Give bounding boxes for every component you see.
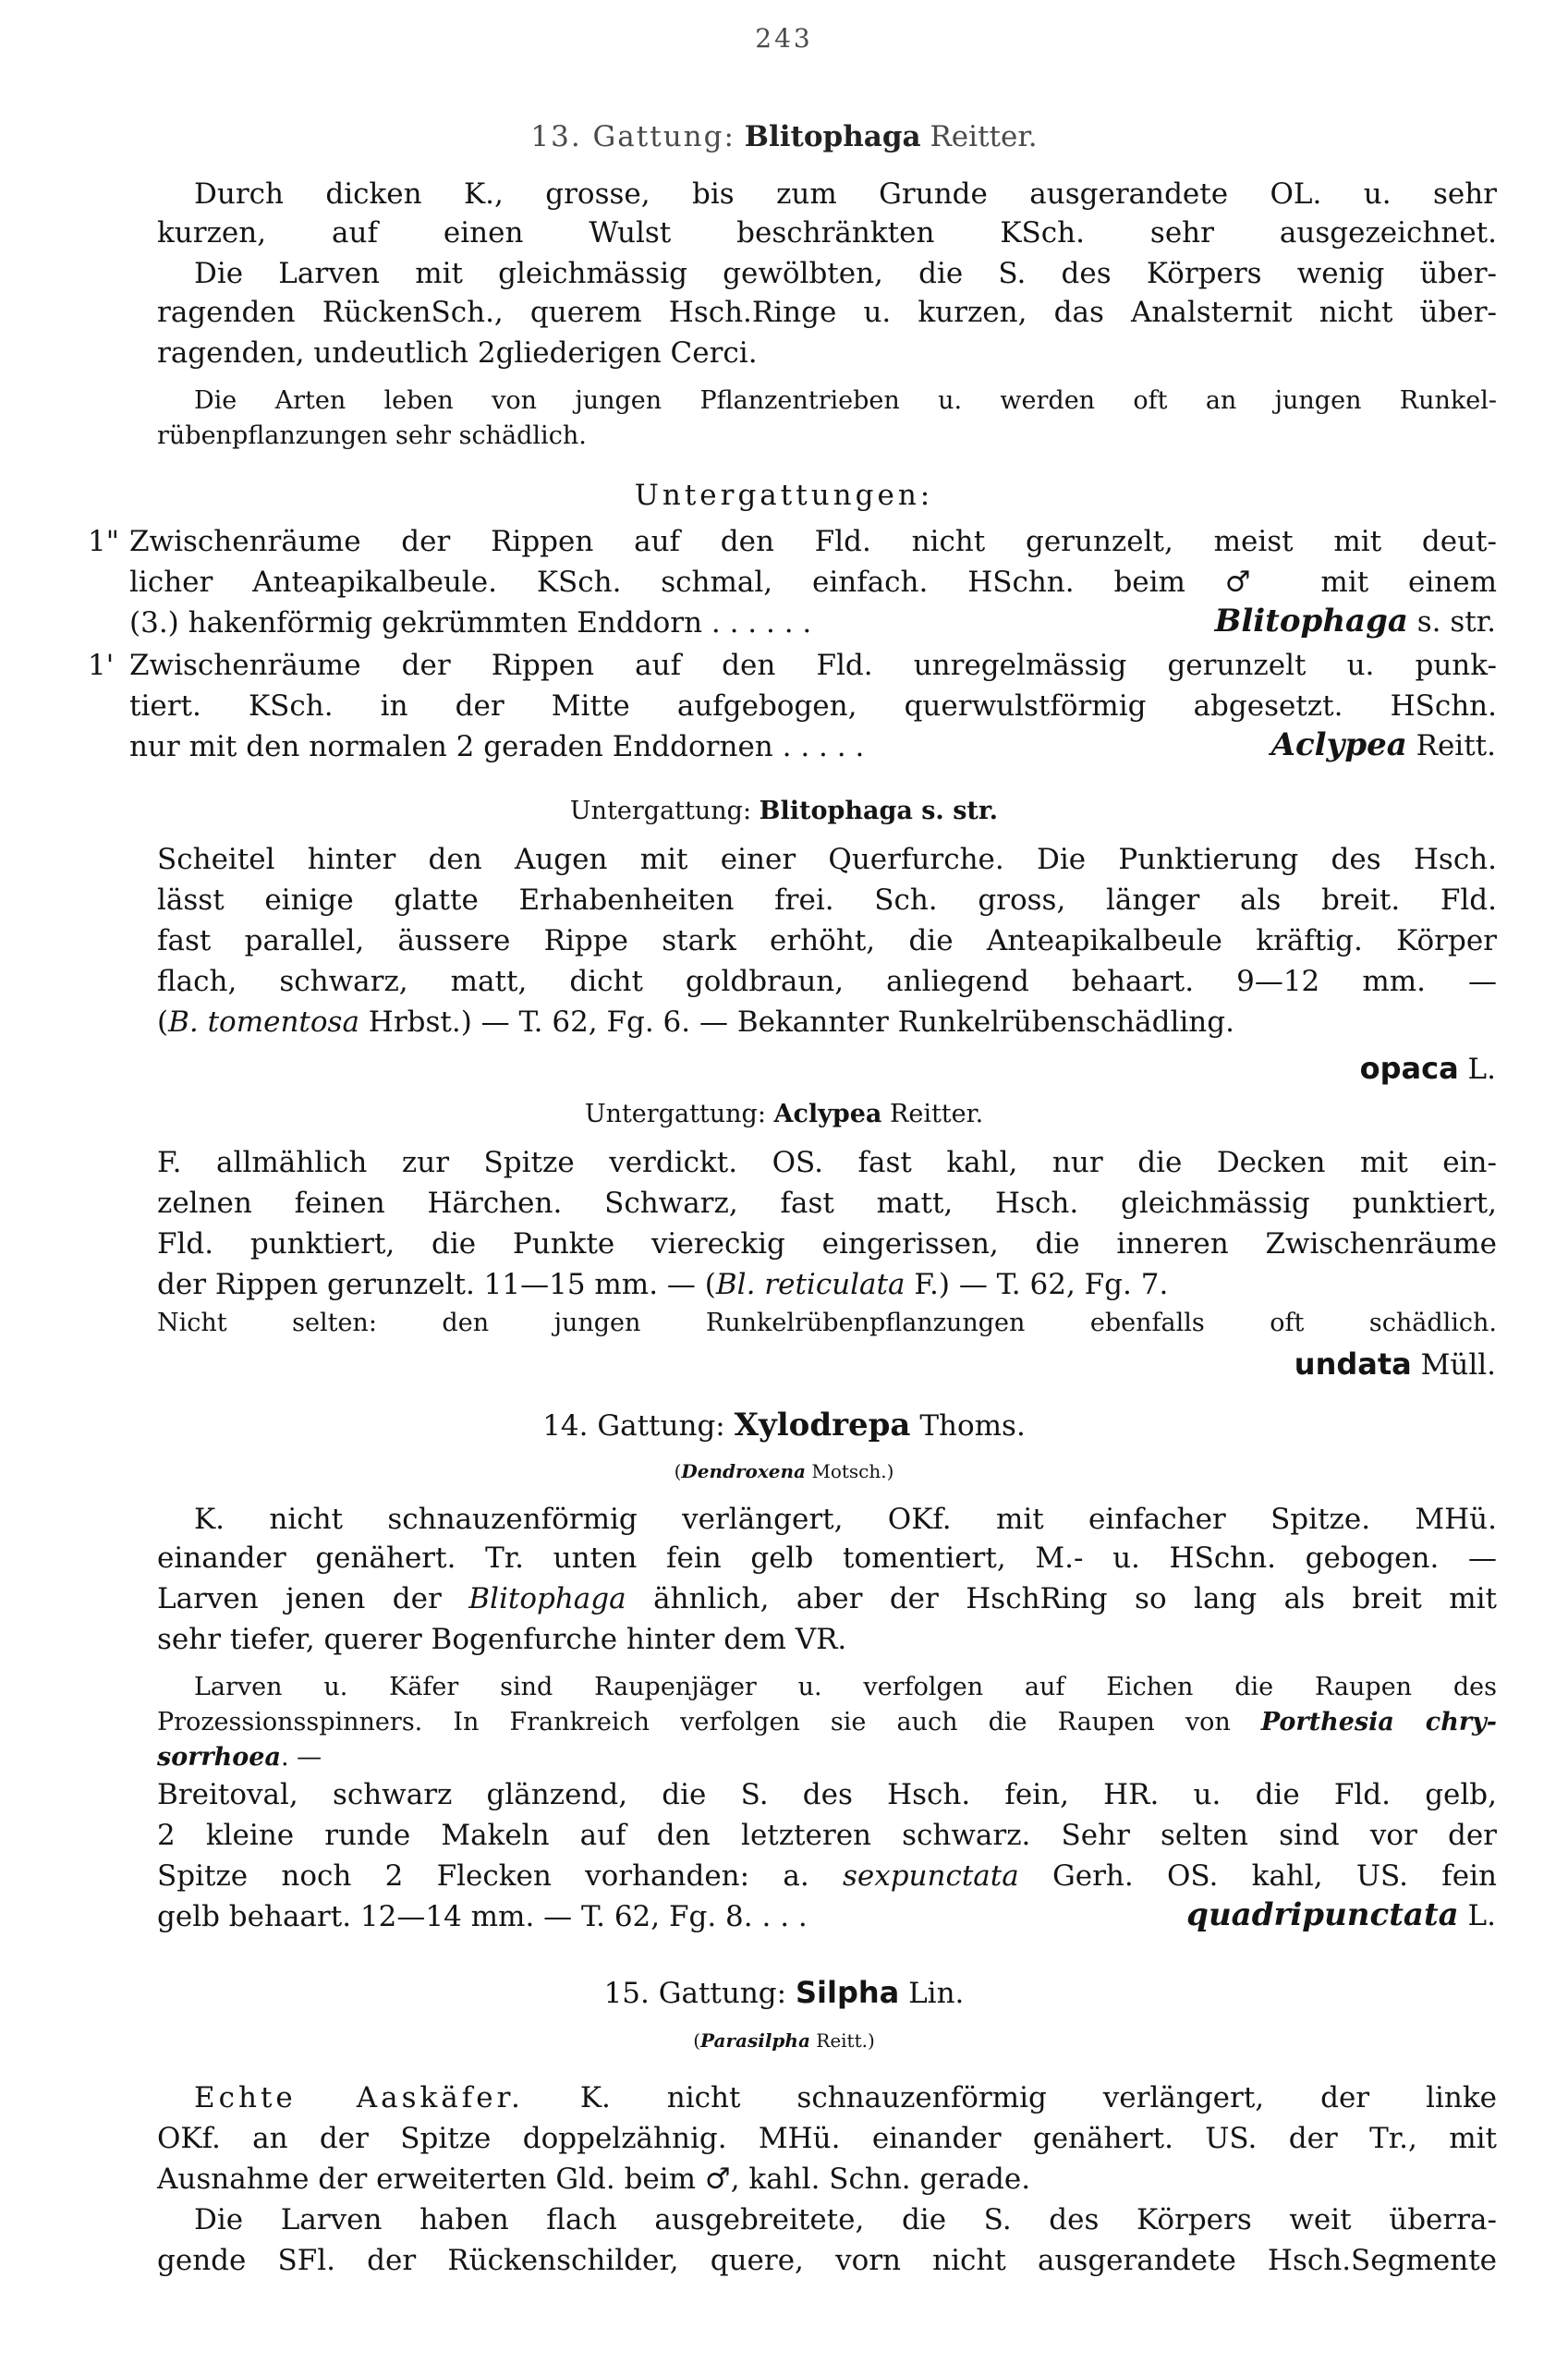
text-part: ähnlich, aber der HschRing so lang als breit mit	[653, 1582, 1497, 1615]
text-line: Ausnahme der erweiterten Gld. beim ♂, kahl. Schn. gerade.	[157, 2163, 1031, 2196]
synonym-rest: Hrbst.) — T. 62, Fg. 6. — Bekannter Runkelrübenschädling.	[368, 1005, 1234, 1039]
key-result	[1271, 726, 1496, 764]
page-number: 243	[755, 23, 813, 54]
taxon: sorrhoea	[157, 1743, 281, 1772]
subgenus-heading	[0, 1096, 1568, 1133]
subgenus-label: Untergattung:	[584, 1100, 766, 1128]
text-line: Die Larven haben flach ausgebreitete, die S. des Körpers weit überra-	[194, 2203, 1497, 2236]
text-line: Nicht selten: den jungen Runkelrübenpflanzungen ebenfalls oft schädlich.	[157, 1309, 1497, 1337]
species-name	[1360, 1050, 1496, 1088]
key-line: (3.) hakenförmig gekrümmten Enddorn . . . . . .	[129, 606, 812, 640]
synonym-taxon: Parasilpha	[700, 2029, 810, 2052]
text-line: Breitoval, schwarz glänzend, die S. des Hsch. fein, HR. u. die Fld. gelb,	[157, 1778, 1497, 1811]
synonym-taxon: Dendroxena	[681, 1460, 806, 1482]
genus-heading-13	[0, 118, 1568, 155]
synonym-taxon: B. tomentosa	[168, 1005, 359, 1039]
text-line: kurzen, auf einen Wulst beschränkten KSch. sehr ausgezeichnet.	[157, 216, 1497, 250]
subgenus-heading	[0, 793, 1568, 830]
text-line: OKf. an der Spitze doppelzähnig. MHü. einander genähert. US. der Tr., mit	[157, 2122, 1497, 2155]
text-line: zelnen feinen Härchen. Schwarz, fast matt, Hsch. gleichmässig punktiert,	[157, 1187, 1497, 1220]
key-number: 1"	[88, 525, 119, 558]
genus-author: Thoms.	[919, 1409, 1026, 1443]
key-taxon: Aclypea	[1270, 726, 1407, 763]
subgenus-author: Reitter.	[890, 1100, 984, 1128]
key-line: licher Anteapikalbeule. KSch. schmal, einfach. HSchn. beim ♂ mit einem	[129, 566, 1497, 599]
text-line: 2 kleine runde Makeln auf den letzteren schwarz. Sehr selten sind vor der	[157, 1819, 1497, 1852]
synonym-author: Reitt.	[816, 2029, 868, 2052]
genus-number: 13. Gattung:	[530, 120, 735, 153]
genus-heading-15	[0, 1974, 1568, 2012]
text-part: der Rippen gerunzelt. 11—15 mm. — (	[157, 1268, 716, 1301]
genus-name: Blitophaga	[744, 120, 921, 153]
text-line: Die Arten leben von jungen Pflanzentrieben u. werden oft an jungen Runkel-	[194, 386, 1497, 415]
text-line	[157, 1004, 1234, 1041]
species-author: L.	[1467, 1899, 1496, 1932]
subgenus-label: Untergattung:	[569, 797, 752, 825]
subgenus-name: Aclypea	[773, 1100, 882, 1128]
species-epithet: undata	[1294, 1346, 1412, 1382]
genus-author: Reitter.	[930, 120, 1038, 153]
taxon: sexpunctata	[842, 1859, 1019, 1893]
text-line	[157, 1858, 1497, 1895]
subgenera-heading: Untergattungen:	[634, 479, 934, 512]
text-line: Fld. punktiert, die Punkte viereckig eingerissen, die inneren Zwischenräume	[157, 1227, 1497, 1261]
text-part: Gerh. OS. kahl, US. fein	[1051, 1859, 1497, 1893]
text-part: F.) — T. 62, Fg. 7.	[914, 1268, 1169, 1301]
text-line: fast parallel, äussere Rippe stark erhöht, die Anteapikalbeule kräftig. Körper	[157, 924, 1497, 957]
text-part: . —	[280, 1743, 322, 1772]
lead-phrase: Echte Aaskäfer.	[194, 2081, 524, 2114]
synonym-taxon: Bl. reticulata	[715, 1268, 906, 1301]
species-epithet: opaca	[1359, 1051, 1459, 1086]
key-number: 1'	[88, 649, 115, 682]
text-line: F. allmählich zur Spitze verdickt. OS. fast kahl, nur die Decken mit ein-	[157, 1146, 1497, 1179]
text-line: einander genähert. Tr. unten fein gelb tomentiert, M.- u. HSchn. gebogen. —	[157, 1541, 1497, 1575]
key-taxon: Blitophaga	[1214, 603, 1408, 640]
text-line: Larven u. Käfer sind Raupenjäger u. verfolgen auf Eichen die Raupen des	[194, 1673, 1497, 1701]
text-part: Spitze noch 2 Flecken vorhanden: a.	[157, 1859, 809, 1893]
synonym-open: (	[157, 1005, 169, 1039]
genus-synonym: (Dendroxena Motsch.)	[674, 1460, 894, 1482]
key-line: tiert. KSch. in der Mitte aufgebogen, querwulstförmig abgesetzt. HSchn.	[129, 689, 1497, 723]
genus-name: Xylodrepa	[734, 1407, 911, 1444]
genus-number: 15. Gattung:	[603, 1977, 787, 2010]
text-line: Scheitel hinter den Augen mit einer Querfurche. Die Punktierung des Hsch.	[157, 843, 1497, 876]
text-part: Larven jenen der	[157, 1582, 442, 1615]
text-part: Prozessionsspinners. In Frankreich verfolgen sie auch die Raupen von	[157, 1708, 1231, 1736]
species-author: Müll.	[1420, 1348, 1496, 1382]
text-line: Durch dicken K., grosse, bis zum Grunde ausgerandete OL. u. sehr	[194, 177, 1497, 211]
species-name	[1186, 1896, 1496, 1934]
genus-number: 14. Gattung:	[542, 1409, 725, 1443]
text-line: gende SFl. der Rückenschilder, quere, vorn nicht ausgerandete Hsch.Segmente	[157, 2244, 1497, 2277]
taxon: Blitophaga	[468, 1582, 626, 1615]
species-author: L.	[1467, 1053, 1496, 1086]
text-line: K. nicht schnauzenförmig verlängert, OKf. mit einfacher Spitze. MHü.	[194, 1503, 1497, 1536]
key-line: Zwischenräume der Rippen auf den Fld. nicht gerunzelt, meist mit deut-	[129, 525, 1497, 558]
synonym-author: Motsch.	[811, 1460, 887, 1482]
key-line: Zwischenräume der Rippen auf den Fld. unregelmässig gerunzelt u. punk-	[129, 649, 1497, 682]
text-line: rübenpflanzungen sehr schädlich.	[157, 421, 587, 450]
text-line: sehr tiefer, querer Bogenfurche hinter dem VR.	[157, 1623, 847, 1656]
species-epithet: quadripunctata	[1186, 1896, 1459, 1933]
text-part: K. nicht schnauzenförmig verlängert, der linke	[579, 2081, 1497, 2114]
key-taxon-suffix: Reitt.	[1416, 729, 1496, 762]
key-line: nur mit den normalen 2 geraden Enddornen . . . . .	[129, 730, 865, 763]
text-line	[157, 1739, 322, 1776]
genus-synonym: (Parasilpha Reitt.)	[693, 2029, 875, 2052]
text-line: Die Larven mit gleichmässig gewölbten, die S. des Körpers wenig über-	[194, 257, 1497, 290]
genus-author: Lin.	[908, 1977, 965, 2010]
text-line	[157, 1580, 1497, 1617]
text-line	[194, 2079, 1497, 2116]
key-result	[1215, 603, 1496, 640]
genus-name: Silpha	[795, 1975, 900, 2010]
text-line: gelb behaart. 12—14 mm. — T. 62, Fg. 8. . . .	[157, 1900, 808, 1933]
text-line: ragenden RückenSch., querem Hsch.Ringe u. kurzen, das Analsternit nicht über-	[157, 296, 1497, 329]
text-line: lässt einige glatte Erhabenheiten frei. Sch. gross, länger als breit. Fld.	[157, 883, 1497, 917]
key-taxon-suffix: s. str.	[1416, 605, 1496, 639]
text-line	[157, 1266, 1168, 1303]
text-line: flach, schwarz, matt, dicht goldbraun, anliegend behaart. 9—12 mm. —	[157, 965, 1497, 998]
text-line: ragenden, undeutlich 2gliederigen Cerci.	[157, 336, 758, 370]
genus-heading-14	[0, 1407, 1568, 1444]
species-name	[1295, 1346, 1496, 1383]
taxon: Porthesia chry-	[1260, 1708, 1497, 1736]
text-line	[157, 1704, 1497, 1741]
subgenus-name: Blitophaga s. str.	[759, 797, 999, 825]
